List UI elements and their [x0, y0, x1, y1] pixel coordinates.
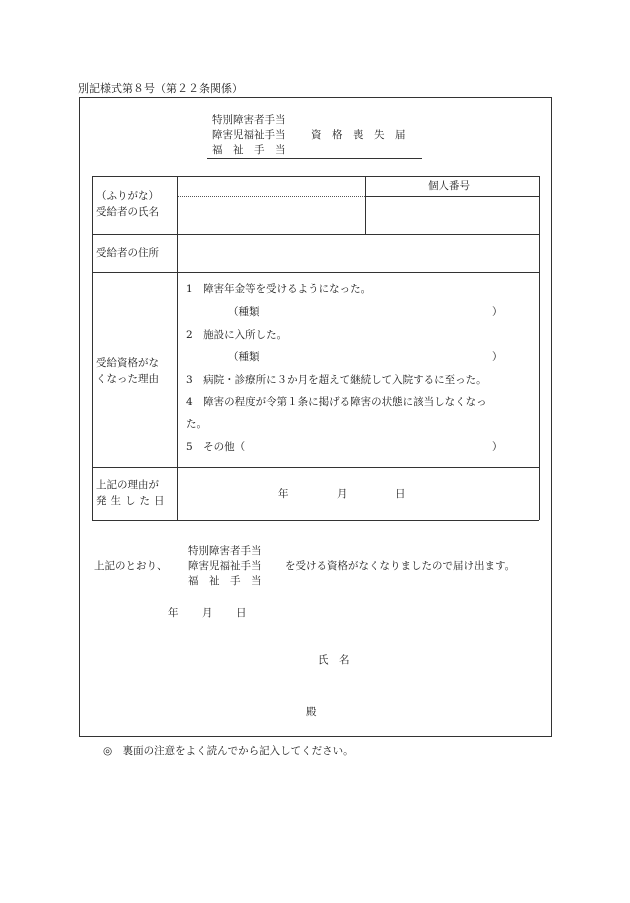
recipient-name-field[interactable]	[179, 198, 363, 232]
personal-number-label: 個人番号	[428, 180, 470, 192]
table-label-divider	[177, 176, 178, 520]
personal-number-header-line	[365, 196, 539, 197]
submit-year-label: 年	[168, 607, 179, 619]
title-name-2: 障害児福祉手当	[212, 129, 286, 141]
furigana-label: （ふりがな）	[96, 190, 159, 202]
title-underline	[207, 158, 422, 159]
reason-label-line2: くなった理由	[96, 373, 159, 385]
occurrence-day-label: 日	[395, 488, 406, 500]
furigana-dotted-line	[178, 196, 365, 197]
reason-item-3[interactable]: 3 病院・診療所に３か月を超えて継続して入院するに至った。	[186, 374, 487, 386]
reason-item-1-type-open: （種類	[228, 306, 260, 318]
footer-note: ◎ 裏面の注意をよく読んでから記入してください。	[103, 745, 354, 757]
occurrence-label-line2: 発生した日	[96, 495, 169, 507]
declaration-name-2: 障害児福祉手当	[188, 560, 262, 572]
table-left-line	[92, 176, 93, 520]
reason-item-2-type-open: （種類	[228, 351, 260, 363]
title-suffix: 資 格 喪 失 届	[311, 129, 406, 141]
signature-name-label: 氏 名	[318, 654, 350, 666]
title-name-3: 福 祉 手 当	[212, 144, 286, 156]
form-number: 別記様式第８号（第２２条関係）	[78, 82, 243, 95]
reason-item-2[interactable]: 2 施設に入所した。	[186, 329, 288, 341]
reason-item-5-close: ）	[492, 441, 503, 453]
recipient-address-label: 受給者の住所	[96, 247, 159, 259]
table-bottom-line	[92, 520, 539, 521]
declaration-suffix: を受ける資格がなくなりましたので届け出ます。	[285, 560, 516, 572]
personal-number-field[interactable]	[367, 198, 537, 232]
reason-item-1[interactable]: 1 障害年金等を受けるようになった。	[186, 283, 372, 295]
reason-label-line1: 受給資格がな	[96, 357, 159, 369]
occurrence-year-label: 年	[278, 488, 289, 500]
submit-month-label: 月	[202, 607, 213, 619]
furigana-field[interactable]	[179, 178, 363, 195]
declaration-name-3: 福 祉 手 当	[188, 575, 262, 587]
table-line-2	[92, 272, 539, 273]
addressee-label: 殿	[306, 706, 317, 718]
submit-day-label: 日	[236, 607, 247, 619]
recipient-address-field[interactable]	[179, 236, 537, 270]
table-top-line	[92, 176, 539, 177]
personal-number-divider	[365, 176, 366, 234]
table-line-1	[92, 234, 539, 235]
reason-item-4-line2: た。	[186, 418, 207, 430]
reason-item-5-open[interactable]: 5 その他（	[186, 441, 246, 453]
reason-item-2-type-close: ）	[492, 351, 503, 363]
signature-name-field[interactable]	[355, 648, 535, 672]
reason-item-4-line1[interactable]: 4 障害の程度が令第１条に掲げる障害の状態に該当しなくなっ	[186, 396, 487, 408]
table-line-3	[92, 467, 539, 468]
table-right-line	[539, 176, 540, 520]
occurrence-label-line1: 上記の理由が	[96, 479, 159, 491]
declaration-prefix: 上記のとおり、	[94, 560, 168, 572]
title-name-1: 特別障害者手当	[212, 114, 286, 126]
occurrence-month-label: 月	[337, 488, 348, 500]
occurrence-date-field[interactable]	[179, 470, 537, 518]
reason-item-1-type-close: ）	[492, 306, 503, 318]
declaration-name-1: 特別障害者手当	[188, 545, 262, 557]
recipient-name-label: 受給者の氏名	[96, 206, 159, 218]
